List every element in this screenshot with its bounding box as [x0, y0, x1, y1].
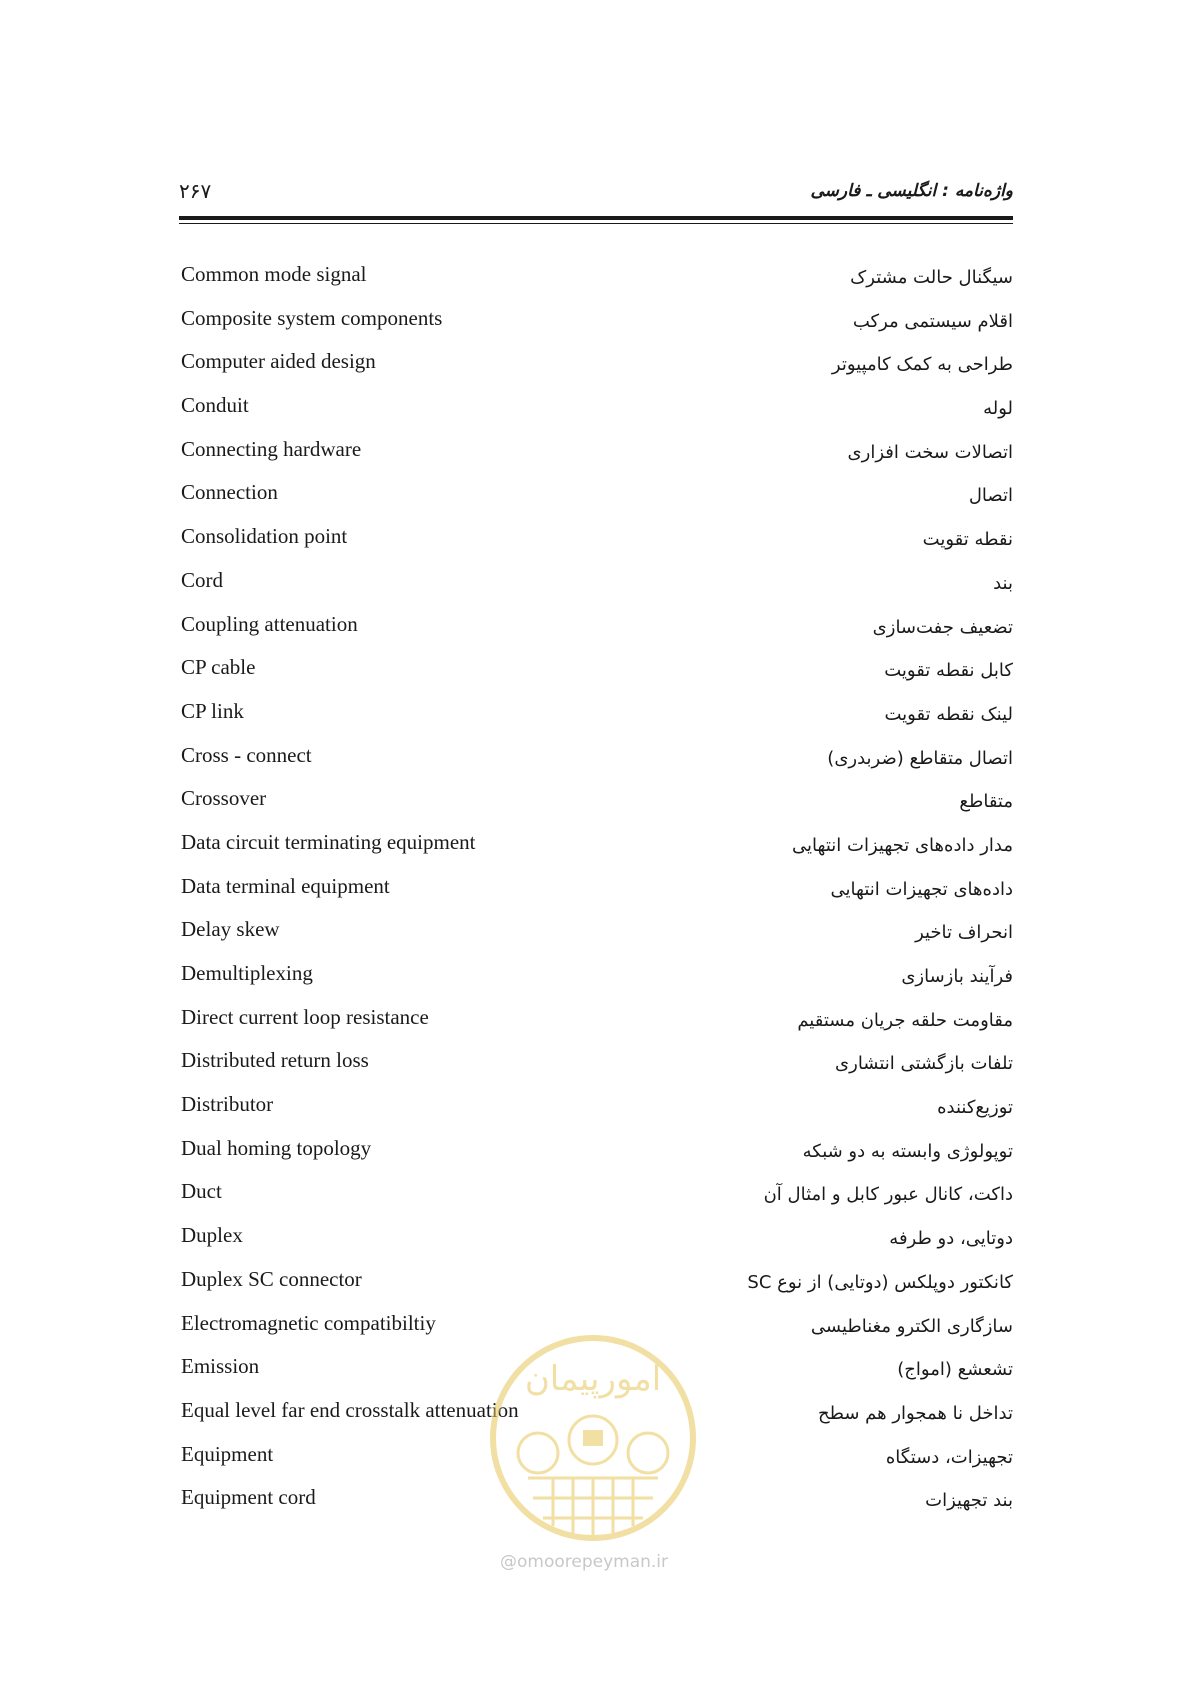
glossary-entry: [179, 829, 1013, 873]
persian-term: اتصال: [968, 485, 1013, 507]
persian-term: بند: [993, 572, 1013, 594]
glossary-entry: [179, 960, 1013, 1004]
english-term: Conduit: [181, 393, 249, 418]
glossary-entry: [179, 1353, 1013, 1397]
persian-term: فرآیند بازسازی: [901, 966, 1013, 987]
english-term: Equipment cord: [181, 1485, 316, 1510]
persian-term: تضعیف جفت‌سازی: [872, 616, 1013, 638]
english-term: Duct: [181, 1179, 222, 1204]
english-term: Duplex: [181, 1223, 243, 1248]
persian-term: داکت، کانال عبور کابل و امثال آن: [763, 1184, 1013, 1206]
glossary-entry: [179, 654, 1013, 698]
glossary-entry: [179, 1047, 1013, 1091]
persian-term: تلفات بازگشتی انتشاری: [835, 1053, 1013, 1075]
persian-term: تداخل نا همجوار هم سطح: [817, 1402, 1013, 1424]
persian-term: داده‌های تجهیزات انتهایی: [830, 878, 1013, 900]
glossary-entry: [179, 436, 1013, 480]
english-term: CP link: [181, 698, 244, 723]
persian-term: نقطه تقویت: [922, 529, 1013, 551]
persian-term: مدار داده‌های تجهیزات انتهایی: [792, 834, 1013, 856]
english-term: Crossover: [181, 786, 267, 811]
english-term: Equal level far end crosstalk attenuation: [181, 1397, 519, 1422]
glossary-entry: [179, 698, 1013, 742]
english-term: Composite system components: [181, 305, 443, 330]
persian-term: لوله: [983, 398, 1013, 420]
persian-term: طراحی به کمک کامپیوتر: [831, 354, 1013, 376]
english-term: Common mode signal: [181, 262, 367, 286]
glossary-entry: [179, 479, 1013, 523]
glossary-entry: [179, 1135, 1013, 1179]
glossary-entry: [179, 611, 1013, 655]
persian-term: توپولوژی وابسته به دو شبکه: [802, 1140, 1013, 1162]
glossary-entry: [179, 1397, 1013, 1441]
glossary-entry: [179, 523, 1013, 567]
persian-term: دوتایی، دو طرفه: [889, 1228, 1013, 1250]
persian-term: سیگنال حالت مشترک: [850, 267, 1013, 288]
persian-term: انحراف تاخیر: [915, 922, 1013, 944]
english-term: Consolidation point: [181, 524, 348, 549]
english-term: Equipment: [181, 1441, 274, 1466]
persian-term: مقاومت حلقه جریان مستقیم: [797, 1009, 1013, 1031]
glossary-entry: [179, 1310, 1013, 1354]
glossary-entry: [179, 1484, 1013, 1528]
persian-term: متقاطع: [959, 791, 1013, 813]
english-term: Connecting hardware: [181, 436, 362, 461]
glossary-list: [179, 261, 1013, 1528]
watermark-url: @omoorepeyman.ir: [500, 1552, 669, 1572]
glossary-entry: [179, 392, 1013, 436]
glossary-entry: [179, 261, 1013, 305]
english-term: Delay skew: [181, 917, 280, 942]
english-term: Demultiplexing: [181, 961, 313, 985]
persian-term: کابل نقطه تقویت: [884, 660, 1013, 682]
svg-text:امورپیمان: امورپیمان: [524, 1359, 662, 1399]
english-term: Emission: [181, 1354, 260, 1379]
english-term: Duplex SC connector: [181, 1266, 362, 1291]
english-term: Cross - connect: [181, 742, 312, 767]
persian-term: اقلام سیستمی مرکب: [852, 310, 1013, 332]
glossary-entry: [179, 916, 1013, 960]
english-term: Distributed return loss: [181, 1048, 369, 1073]
persian-term: لینک نقطه تقویت: [884, 703, 1013, 725]
running-title: واژه‌نامه : انگلیسی ـ فارسی: [810, 181, 1013, 201]
glossary-entry: [179, 567, 1013, 611]
persian-term: اتصال متقاطع (ضربدری): [827, 747, 1013, 769]
glossary-entry: [179, 1178, 1013, 1222]
glossary-entry: [179, 1004, 1013, 1048]
english-term: Connection: [181, 480, 278, 505]
english-term: Direct current loop resistance: [181, 1004, 429, 1029]
glossary-entry: [179, 1091, 1013, 1135]
glossary-entry: [179, 348, 1013, 392]
page-number: ۲۶۷: [179, 179, 212, 203]
persian-term: سازگاری الکترو مغناطیسی: [810, 1315, 1013, 1337]
english-term: Coupling attenuation: [181, 611, 358, 636]
header-rule-thick: [179, 216, 1013, 220]
english-term: Electromagnetic compatibiltiy: [181, 1310, 436, 1335]
persian-term: تشعشع (امواج): [897, 1359, 1013, 1381]
glossary-entry: [179, 1266, 1013, 1310]
english-term: Data terminal equipment: [181, 873, 390, 898]
english-term: Dual homing topology: [181, 1135, 372, 1160]
header-rule-thin: [179, 223, 1013, 224]
english-term: Computer aided design: [181, 349, 376, 374]
english-term: Data circuit terminating equipment: [181, 829, 476, 854]
glossary-entry: [179, 1441, 1013, 1485]
persian-term: توزیع‌کننده: [937, 1097, 1013, 1119]
persian-term: کانکتور دوپلکس (دوتایی) از نوع SC: [747, 1271, 1013, 1293]
english-term: CP cable: [181, 655, 256, 680]
english-term: Cord: [181, 567, 223, 592]
persian-term: بند تجهیزات: [925, 1490, 1013, 1512]
glossary-entry: [179, 785, 1013, 829]
glossary-entry: [179, 1222, 1013, 1266]
persian-term: اتصالات سخت افزاری: [847, 441, 1013, 463]
persian-term: تجهیزات، دستگاه: [885, 1446, 1013, 1468]
glossary-entry: [179, 305, 1013, 349]
glossary-entry: [179, 873, 1013, 917]
english-term: Distributor: [181, 1092, 274, 1117]
glossary-entry: [179, 742, 1013, 786]
